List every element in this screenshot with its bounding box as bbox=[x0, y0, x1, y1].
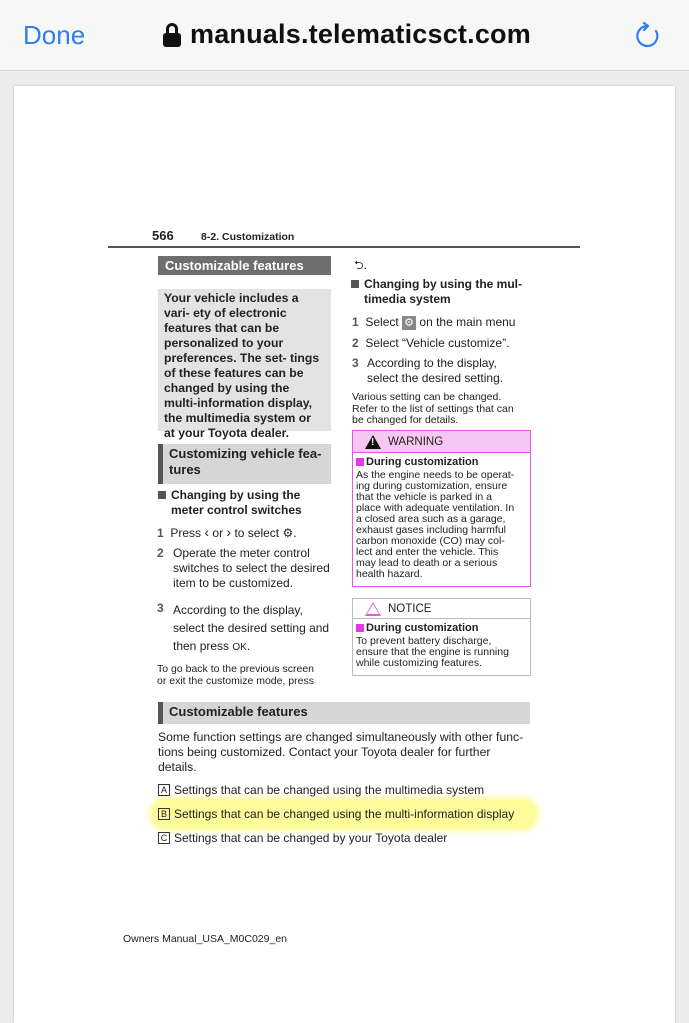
lock-icon bbox=[163, 23, 181, 47]
intro-box: Your vehicle includes a vari- ety of electronic features that can be personalized to your preferences. The set- tings of these features can be changed by using the multi-information display, the multimedia system or at your Toyota dealer. bbox=[158, 289, 331, 431]
warning-text: As the engine needs to be operat- ing during customization, ensure that the vehicle is parked in a place with adequate ventilation. In a closed area such as a garage, exhaust gases including harmful carbon monoxide (CO) may col- lect and enter the vehicle. This may lead to death or a serious health hazard. bbox=[356, 469, 515, 580]
page-number: 566 bbox=[152, 228, 174, 243]
bullet-square bbox=[158, 491, 166, 499]
back-symbol: ⮌. bbox=[354, 258, 367, 272]
meter-switch-subheading: Changing by using the meter control switches bbox=[158, 488, 302, 518]
warning-box bbox=[352, 430, 531, 587]
left-step-2: 2 Operate the meter control switches to select the desired item to be customized. bbox=[157, 546, 330, 590]
chevron-right-icon: › bbox=[226, 524, 232, 540]
section-title: 8-2. Customization bbox=[201, 231, 295, 243]
right-step-2: 2 Select “Vehicle customize”. bbox=[352, 336, 510, 350]
right-step-1: 1 Select ⚙ on the main menu bbox=[352, 315, 516, 329]
heading-line-2: tures bbox=[169, 462, 201, 477]
notice-box bbox=[352, 598, 531, 676]
warning-header: ! WARNING bbox=[353, 431, 530, 453]
customizable-features-title: Customizable features bbox=[158, 256, 331, 275]
header-rule bbox=[108, 246, 580, 248]
warning-triangle-icon bbox=[365, 435, 381, 449]
gear-icon: ⚙ bbox=[282, 526, 294, 540]
back-instructions: To go back to the previous screen or exit the customize mode, press bbox=[157, 663, 315, 687]
warning-subtitle: During customization bbox=[353, 453, 530, 468]
settings-note: Various setting can be changed. Refer to the list of settings that can be changed for details. bbox=[352, 391, 514, 426]
heading-line-1: Customizing vehicle fea- bbox=[169, 446, 322, 461]
notice-text: To prevent battery discharge, ensure that the engine is running while customizing features. bbox=[356, 635, 509, 669]
customizing-vehicle-features-heading bbox=[158, 444, 331, 484]
left-step-1: 1 Press ‹ or › to select ⚙. bbox=[157, 524, 297, 540]
right-step-3: 3 According to the display, select the desired setting. bbox=[352, 356, 504, 385]
multimedia-subheading: Changing by using the mul- timedia system bbox=[351, 277, 522, 307]
reload-icon[interactable] bbox=[633, 22, 661, 50]
footer-text: Owners Manual_USA_M0C029_en bbox=[123, 933, 288, 945]
settings-item-a: A Settings that can be changed using the multimedia system bbox=[158, 783, 484, 798]
customizable-features-heading: Customizable features bbox=[158, 702, 530, 724]
done-button[interactable]: Done bbox=[23, 20, 86, 50]
notice-header: NOTICE bbox=[353, 599, 530, 619]
pdf-page bbox=[14, 86, 675, 1023]
address-bar[interactable] bbox=[163, 19, 531, 50]
settings-item-b: B Settings that can be changed using the multi-information display bbox=[158, 807, 514, 822]
notice-subtitle: During customization bbox=[353, 619, 530, 634]
bullet-square bbox=[351, 280, 359, 288]
settings-gear-icon: ⚙ bbox=[402, 316, 416, 330]
left-step-3: 3 According to the display, select the desired setting and then press OK. bbox=[157, 601, 330, 653]
browser-toolbar bbox=[0, 0, 689, 71]
customization-paragraph: Some function settings are changed simultaneously with other func- tions being customized. Contact your Toyota dealer for further details. bbox=[158, 730, 524, 774]
chevron-left-icon: ‹ bbox=[204, 524, 210, 540]
settings-item-c: C Settings that can be changed by your Toyota dealer bbox=[158, 831, 447, 846]
url-text: manuals.telematicsct.com bbox=[190, 19, 531, 49]
notice-triangle-icon bbox=[365, 602, 381, 616]
